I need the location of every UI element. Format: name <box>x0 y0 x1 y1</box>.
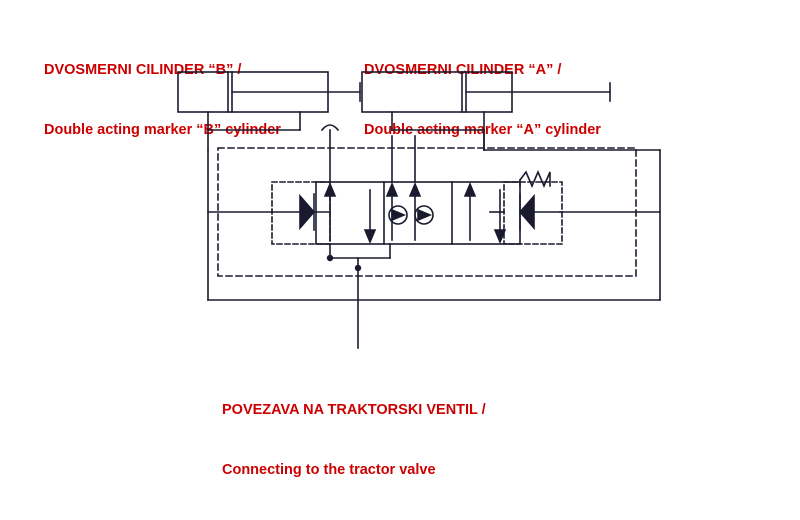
directional-control-valve <box>316 182 520 244</box>
valve-position-center <box>387 184 433 240</box>
vertical-supply-lines <box>208 130 484 182</box>
cylinder-port-lines <box>208 112 484 130</box>
spring-return-symbol <box>520 172 550 186</box>
valve-position-right <box>465 184 505 242</box>
label-cylinder-a-line1: DVOSMERNI CILINDER “A” / <box>364 62 562 78</box>
label-cylinder-a-line2: Double acting marker “A” cylinder <box>364 122 601 138</box>
label-tractor-valve-line2: Connecting to the tractor valve <box>222 462 436 478</box>
valve-position-left <box>325 184 375 242</box>
perimeter-routing <box>208 130 660 300</box>
cylinder-a-symbol <box>362 72 610 112</box>
supply-junctions <box>327 244 390 348</box>
cylinder-b-symbol <box>178 72 360 112</box>
label-cylinder-b-line2: Double acting marker “B” cylinder <box>44 122 281 138</box>
label-cylinder-b-line1: DVOSMERNI CILINDER “B” / <box>44 62 242 78</box>
label-tractor-valve-line1: POVEZAVA NA TRAKTORSKI VENTIL / <box>222 402 486 418</box>
pilot-check-valve-left <box>272 182 330 244</box>
